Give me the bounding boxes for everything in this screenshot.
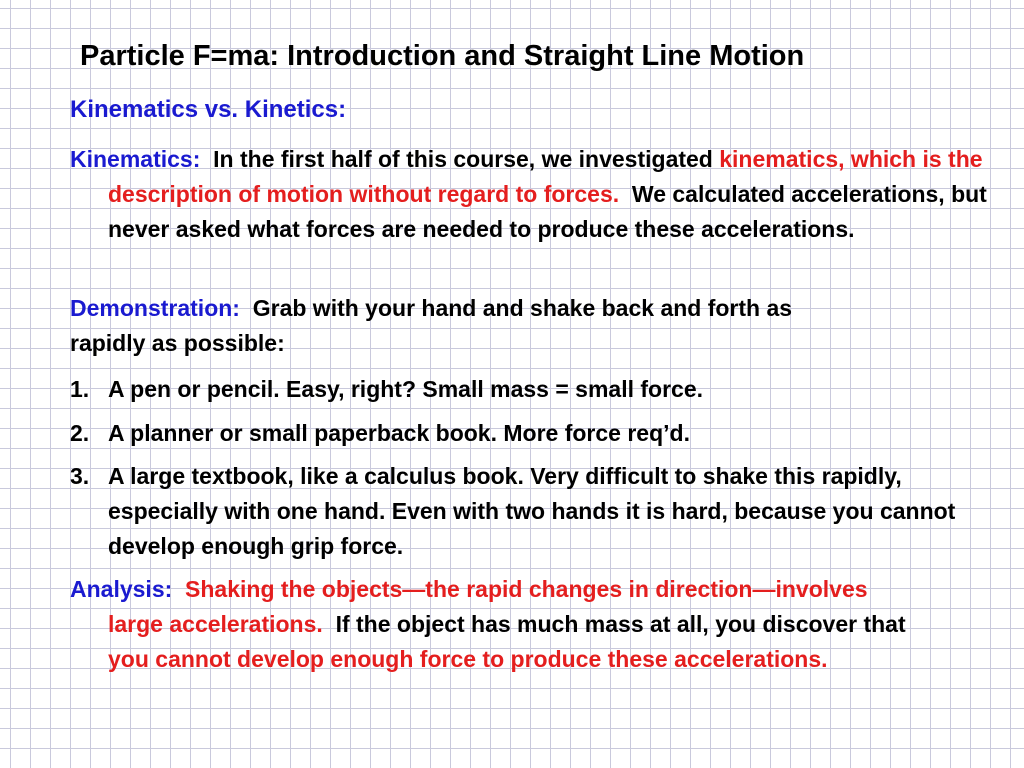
- list-text-2: A planner or small paperback book. More force req’d.: [108, 420, 690, 446]
- demonstration-label: Demonstration:: [70, 295, 240, 321]
- analysis-label: Analysis:: [70, 576, 173, 602]
- kinematics-text-1: In the first half of this course, we investigated: [213, 146, 713, 172]
- demonstration-paragraph: [70, 291, 870, 361]
- analysis-highlight-1: Shaking the objects—the rapid changes in direction—involves large accelerations.: [108, 576, 868, 637]
- slide-title: Particle F=ma: Introduction and Straight Line Motion: [80, 40, 805, 72]
- list-item-3: [70, 459, 978, 564]
- list-item-1: [70, 372, 988, 407]
- analysis-paragraph: [70, 572, 928, 677]
- kinematics-text-2: We calculated accelerations, but never asked what forces are needed to produce these accelerations.: [108, 181, 987, 242]
- kinematics-highlight: kinematics, which is the description of motion without regard to forces.: [108, 146, 983, 207]
- list-number-3: 3.: [70, 463, 90, 489]
- list-number-1: 1.: [70, 376, 90, 402]
- section-heading: Kinematics vs. Kinetics:: [70, 96, 347, 123]
- list-item-2: [70, 416, 988, 451]
- list-text-1: A pen or pencil. Easy, right? Small mass = small force.: [108, 376, 704, 402]
- kinematics-paragraph: [70, 142, 988, 247]
- list-text-3: A large textbook, like a calculus book. Very difficult to shake this rapidly, especially with one hand. Even with two hands it is hard, because you cannot develop enough grip force.: [108, 463, 956, 559]
- list-number-2: 2.: [70, 420, 90, 446]
- kinematics-label: Kinematics:: [70, 146, 201, 172]
- analysis-highlight-2: you cannot develop enough force to produce these accelerations.: [108, 646, 828, 672]
- analysis-text: If the object has much mass at all, you discover that: [335, 611, 906, 637]
- demonstration-text: Grab with your hand and shake back and forth as rapidly as possible:: [70, 295, 793, 356]
